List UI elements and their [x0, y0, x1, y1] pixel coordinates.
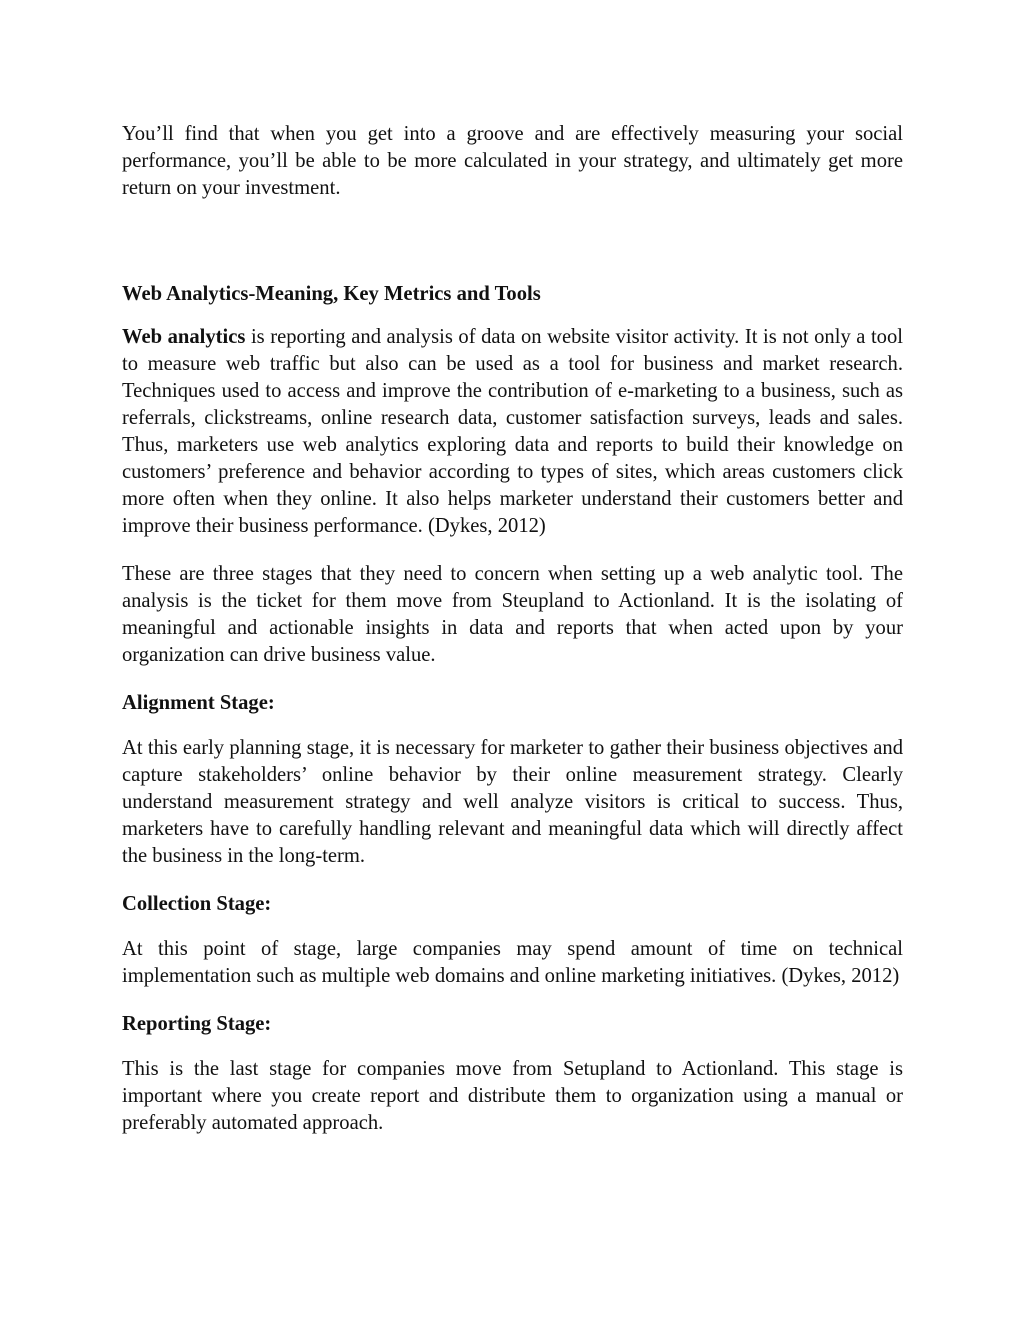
- stages-intro-paragraph: These are three stages that they need to concern when setting up a web analytic tool. The analysis is the ticket for them move from Steupland to Actionland. It is the isolating of meaningful and actionable insights in data and reports that when acted upon by your organization can drive business value.: [122, 563, 903, 666]
- web-analytics-text: is reporting and analysis of data on website visitor activity. It is not only a tool to measure web traffic but also can be used as a tool for business and market research. Techniques used to access and improve the contribution of e-marketing to a business, such as referrals, clickstreams, online research data, customer satisfaction surveys, leads and sales. Thus, marketers use web analytics exploring data and reports to build their knowledge on customers’ preference and behavior according to types of sites, which areas customers click more often when they online. It also helps marketer understand their customers better and improve their business performance. (Dykes, 2012): [122, 326, 904, 537]
- reporting-stage-paragraph: This is the last stage for companies move from Setupland to Actionland. This stage is important where you create report and distribute them to organization using a manual or preferably automated approach.: [122, 1058, 903, 1134]
- section-heading: Web Analytics-Meaning, Key Metrics and Tools: [122, 283, 541, 305]
- reporting-stage-heading: Reporting Stage:: [122, 1013, 272, 1035]
- collection-stage-heading: Collection Stage:: [122, 893, 272, 915]
- lead-term: Web analytics: [122, 326, 246, 348]
- alignment-stage-heading: Alignment Stage:: [122, 692, 275, 714]
- collection-stage-paragraph: At this point of stage, large companies may spend amount of time on technical implementation such as multiple web domains and online marketing initiatives. (Dykes, 2012): [122, 938, 903, 987]
- intro-paragraph: You’ll find that when you get into a groove and are effectively measuring your social performance, you’ll be able to be more calculated in your strategy, and ultimately get more return on your investment.: [122, 123, 903, 199]
- alignment-stage-paragraph: At this early planning stage, it is necessary for marketer to gather their business objectives and capture stakeholders’ online behavior by their online measurement strategy. Clearly understand measurement strategy and well analyze visitors is critical to success. Thus, marketers have to carefully handling relevant and meaningful data which will directly affect the business in the long-term.: [122, 737, 903, 867]
- web-analytics-paragraph: [122, 324, 903, 540]
- document-page: [122, 121, 903, 1137]
